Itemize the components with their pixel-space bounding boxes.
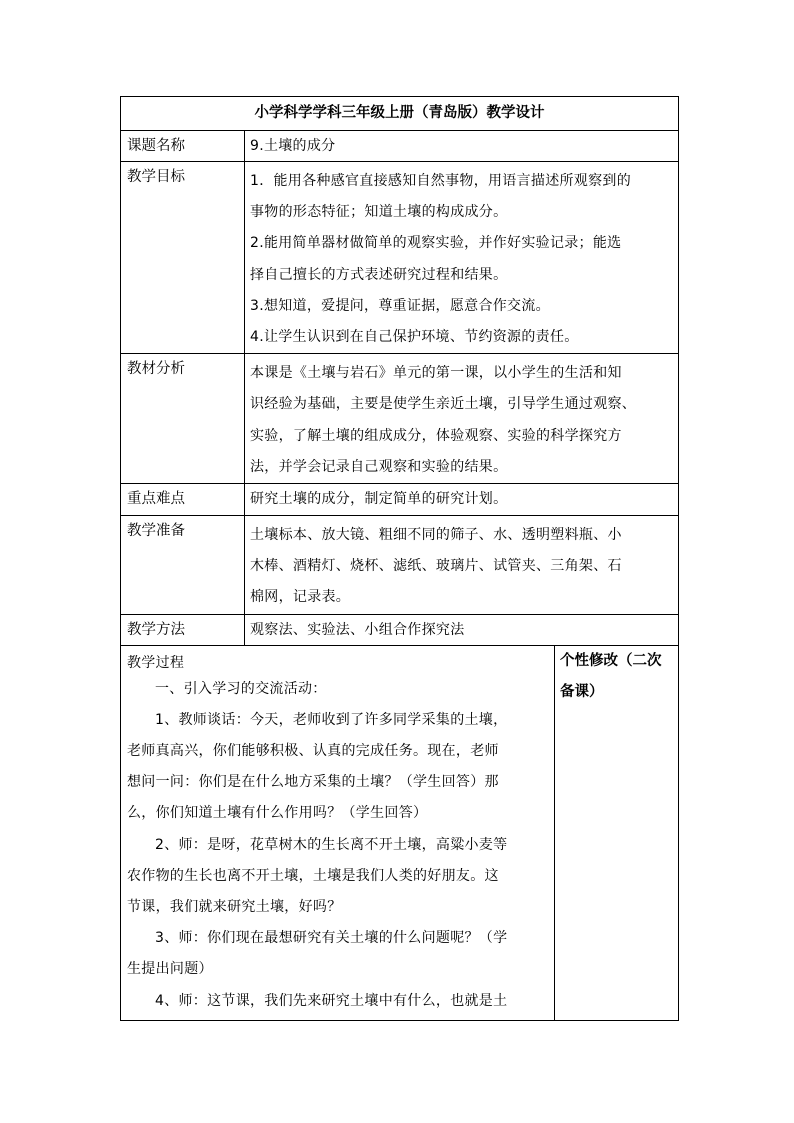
- teaching-goal-line: 1．能用各种感官直接感知自然事物，用语言描述所观察到的: [250, 173, 632, 189]
- analysis-line: 识经验为基础，主要是使学生亲近土壤，引导学生通过观察、: [250, 396, 637, 413]
- revision-notes-heading-line: 个性修改（二次: [560, 652, 662, 669]
- key-points-label: 重点难点: [121, 484, 245, 516]
- process-line: 1、教师谈话：今天，老师收到了许多同学采集的土壤，: [155, 711, 508, 728]
- analysis-line: 实验，了解土壤的组成成分，体验观察、实验的科学探究方: [250, 427, 622, 444]
- preparation-line: 木棒、酒精灯、烧杯、滤纸、玻璃片、试管夹、三角架、石: [250, 558, 622, 575]
- teaching-process-label: 教学过程: [127, 654, 185, 671]
- teaching-methods-value: 观察法、实验法、小组合作探究法: [245, 614, 679, 645]
- process-line: 3、师：你们现在最想研究有关土壤的什么问题呢？（学: [155, 930, 508, 947]
- teaching-goal-line: 择自己擅长的方式表述研究过程和结果。: [250, 266, 508, 283]
- teaching-goals-label: 教学目标: [121, 162, 245, 354]
- revision-notes-heading-line: 备课）: [560, 683, 604, 700]
- teaching-preparation-content: [245, 516, 679, 615]
- process-line: 4、师：这节课，我们先来研究土壤中有什么，也就是土: [155, 992, 508, 1009]
- teaching-process-content: [121, 645, 555, 1020]
- teaching-methods-label: 教学方法: [121, 614, 245, 645]
- preparation-line: 棉网，记录表。: [250, 589, 351, 606]
- process-line: 农作物的生长也离不开土壤，土壤是我们人类的好朋友。这: [127, 867, 499, 884]
- process-line: 想问一问：你们是在什么地方采集的土壤？（学生回答）那: [127, 774, 499, 791]
- process-line: 么，你们知道土壤有什么作用吗？（学生回答）: [127, 805, 428, 822]
- process-line: 2、师：是呀，花草树木的生长离不开土壤，高粱小麦等: [155, 836, 508, 853]
- teaching-goal-line: 2.能用简单器材做简单的观察实验，并作好实验记录；能选: [250, 235, 622, 252]
- document-title: 小学科学学科三年级上册（青岛版）教学设计: [121, 97, 679, 131]
- process-line: 节课，我们就来研究土壤，好吗？: [127, 899, 342, 916]
- teaching-goals-content: [245, 162, 679, 354]
- lesson-plan-table: [120, 96, 679, 1021]
- analysis-line: 本课是《土壤与岩石》单元的第一课，以小学生的生活和知: [250, 365, 622, 382]
- teaching-goal-line: 4.让学生认识到在自己保护环境、节约资源的责任。: [250, 329, 579, 346]
- material-analysis-content: [245, 354, 679, 484]
- process-line: 生提出问题）: [127, 961, 213, 978]
- teaching-goal-line: 3.想知道，爱提问，尊重证据，愿意合作交流。: [250, 297, 550, 314]
- key-points-value: 研究土壤的成分，制定简单的研究计划。: [245, 484, 679, 516]
- lesson-name-value: 9.土壤的成分: [245, 131, 679, 162]
- material-analysis-label: 教材分析: [121, 354, 245, 484]
- analysis-line: 法，并学会记录自己观察和实验的结果。: [250, 458, 508, 475]
- revision-notes-column: [555, 645, 679, 1020]
- preparation-line: 土壤标本、放大镜、粗细不同的筛子、水、透明塑料瓶、小: [250, 527, 622, 544]
- teaching-preparation-label: 教学准备: [121, 516, 245, 615]
- process-line: 老师真高兴，你们能够积极、认真的完成任务。现在，老师: [127, 743, 499, 760]
- process-line: 一、引入学习的交流活动：: [155, 680, 327, 697]
- lesson-name-label: 课题名称: [121, 131, 245, 162]
- teaching-goal-line: 事物的形态特征；知道土壤的构成成分。: [250, 204, 508, 221]
